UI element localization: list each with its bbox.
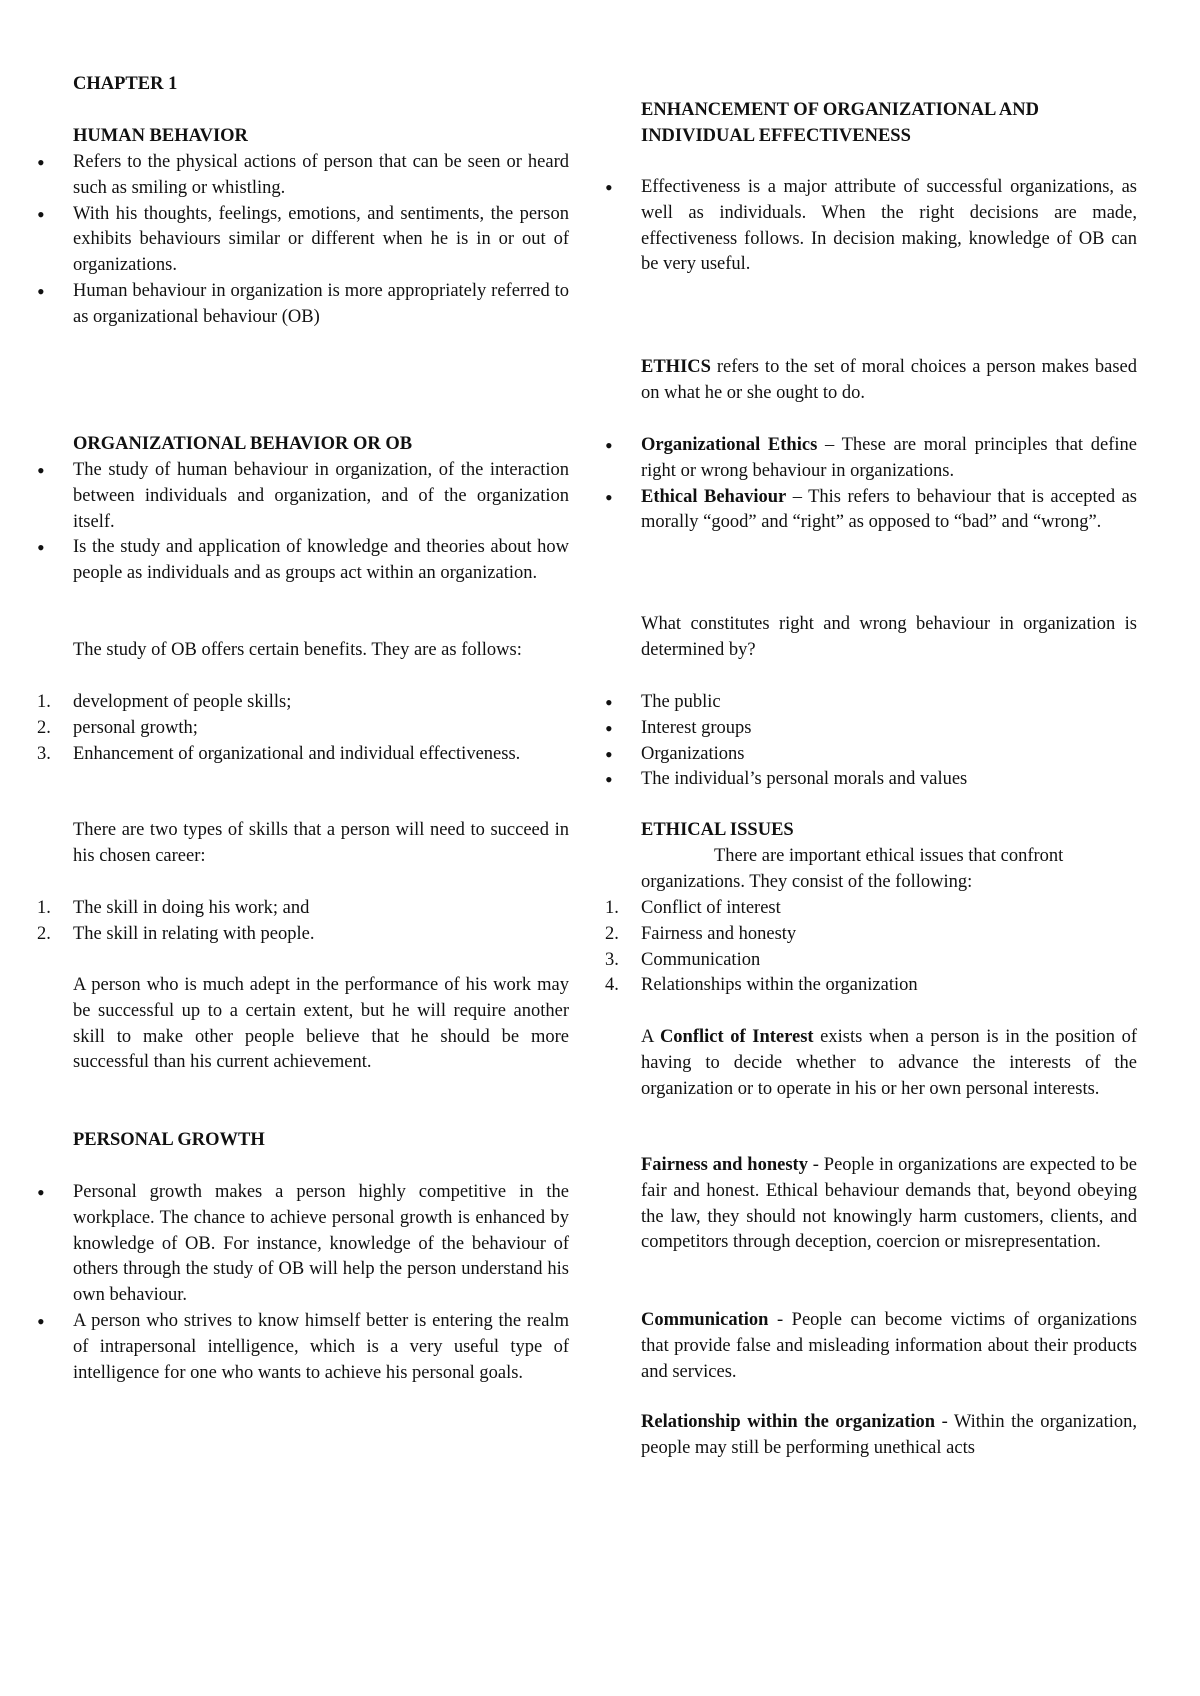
list-item: 2. The skill in relating with people.: [37, 923, 315, 944]
list-item: 1. The skill in doing his work; and: [37, 898, 310, 918]
ob-list: [73, 458, 569, 587]
conflict-paragraph: A Conflict of Interest exists when a person is in the position of having to decide whether to advance the interests of the organization or to operate in his or her own personal interests.: [641, 1027, 1137, 1099]
list-item: • Refers to the physical actions of person that can be seen or heard such as smiling or whistling.: [73, 150, 569, 202]
list-item: • Is the study and application of knowledge and theories about how people as individuals and as groups act within an organization.: [73, 535, 569, 587]
communication-paragraph: Communication - People can become victims of organizations that provide false and misleading information about their products and services.: [641, 1310, 1137, 1382]
ethics-list: [641, 433, 1137, 536]
personal-growth-heading: PERSONAL GROWTH: [73, 1130, 265, 1150]
list-item: 3. Communication: [605, 949, 761, 970]
benefits-list: [37, 690, 569, 767]
human-behavior-heading: HUMAN BEHAVIOR: [73, 126, 248, 146]
chapter-title: CHAPTER 1: [73, 74, 178, 94]
list-item: • Interest groups: [641, 716, 1137, 742]
determined-list: [641, 690, 1137, 793]
enhancement-heading: ENHANCEMENT OF ORGANIZATIONAL AND INDIVIDUAL EFFECTIVENESS: [641, 100, 1039, 146]
list-item: • Personal growth makes a person highly competitive in the workplace. The chance to achieve personal growth is enhanced by knowledge of OB. For instance, knowledge of the behaviour of others through the study of OB will help the person understand his own behaviour.: [73, 1180, 569, 1309]
human-behavior-list: [73, 150, 569, 331]
benefits-intro: The study of OB offers certain benefits. They are as follows:: [73, 640, 522, 660]
list-item: 1. development of people skills;: [37, 692, 292, 712]
list-item: • The study of human behaviour in organization, of the interaction between individuals and organization, and of the organization itself.: [73, 458, 569, 535]
list-item: • Organizational Ethics – These are moral principles that define right or wrong behaviour in organizations.: [641, 433, 1137, 485]
personal-growth-list: [73, 1180, 569, 1386]
ethical-issues-list: [605, 896, 1137, 999]
determined-intro: What constitutes right and wrong behaviour in organization is determined by?: [641, 614, 1137, 660]
list-item: 4. Relationships within the organization: [605, 975, 918, 996]
list-item: • The public: [641, 690, 1137, 716]
list-item: • With his thoughts, feelings, emotions, and sentiments, the person exhibits behaviours similar or different when he is in or out of organizations.: [73, 202, 569, 279]
ethical-issues-heading: ETHICAL ISSUES: [641, 820, 794, 840]
ob-heading: ORGANIZATIONAL BEHAVIOR OR OB: [73, 434, 413, 454]
list-item: • Human behaviour in organization is more appropriately referred to as organizational behaviour (OB): [73, 279, 569, 331]
list-item: 2. Fairness and honesty: [605, 923, 797, 944]
adept-paragraph: A person who is much adept in the performance of his work may be successful up to a certain extent, but he will require another skill to make other people believe that he should be more successful than his current achievement.: [73, 975, 569, 1073]
skills-list: [37, 896, 569, 948]
list-item: • A person who strives to know himself better is entering the realm of intrapersonal intelligence, which is a very useful type of intelligence for one who wants to achieve his personal goals.: [73, 1309, 569, 1386]
relationship-paragraph: Relationship within the organization - Within the organization, people may still be performing unethical acts: [641, 1412, 1137, 1458]
list-item: • The individual’s personal morals and values: [641, 767, 1137, 793]
ethical-issues-intro: There are important ethical issues that confront organizations. They consist of the following:: [641, 846, 1064, 892]
list-item: • Effectiveness is a major attribute of successful organizations, as well as individuals. When the right decisions are made, effectiveness follows. In decision making, knowledge of OB can be very useful.: [641, 175, 1137, 278]
enhancement-list: [641, 175, 1137, 278]
skills-intro: There are two types of skills that a person will need to succeed in his chosen career:: [73, 820, 569, 866]
fairness-paragraph: Fairness and honesty - People in organizations are expected to be fair and honest. Ethical behaviour demands that, beyond obeying the law, they should not knowingly harm customers, clients, and competitors through deception, coercion or misrepresentation.: [641, 1155, 1138, 1253]
list-item: 2. personal growth;: [37, 717, 198, 738]
list-item: 1. Conflict of interest: [605, 898, 781, 918]
list-item: 3. Enhancement of organizational and individual effectiveness.: [37, 743, 521, 764]
list-item: • Organizations: [641, 742, 1137, 768]
list-item: • Ethical Behaviour – This refers to behaviour that is accepted as morally “good” and “right” as opposed to “bad” and “wrong”.: [641, 485, 1137, 537]
ethics-definition: ETHICS refers to the set of moral choices a person makes based on what he or she ought to do.: [641, 357, 1137, 403]
